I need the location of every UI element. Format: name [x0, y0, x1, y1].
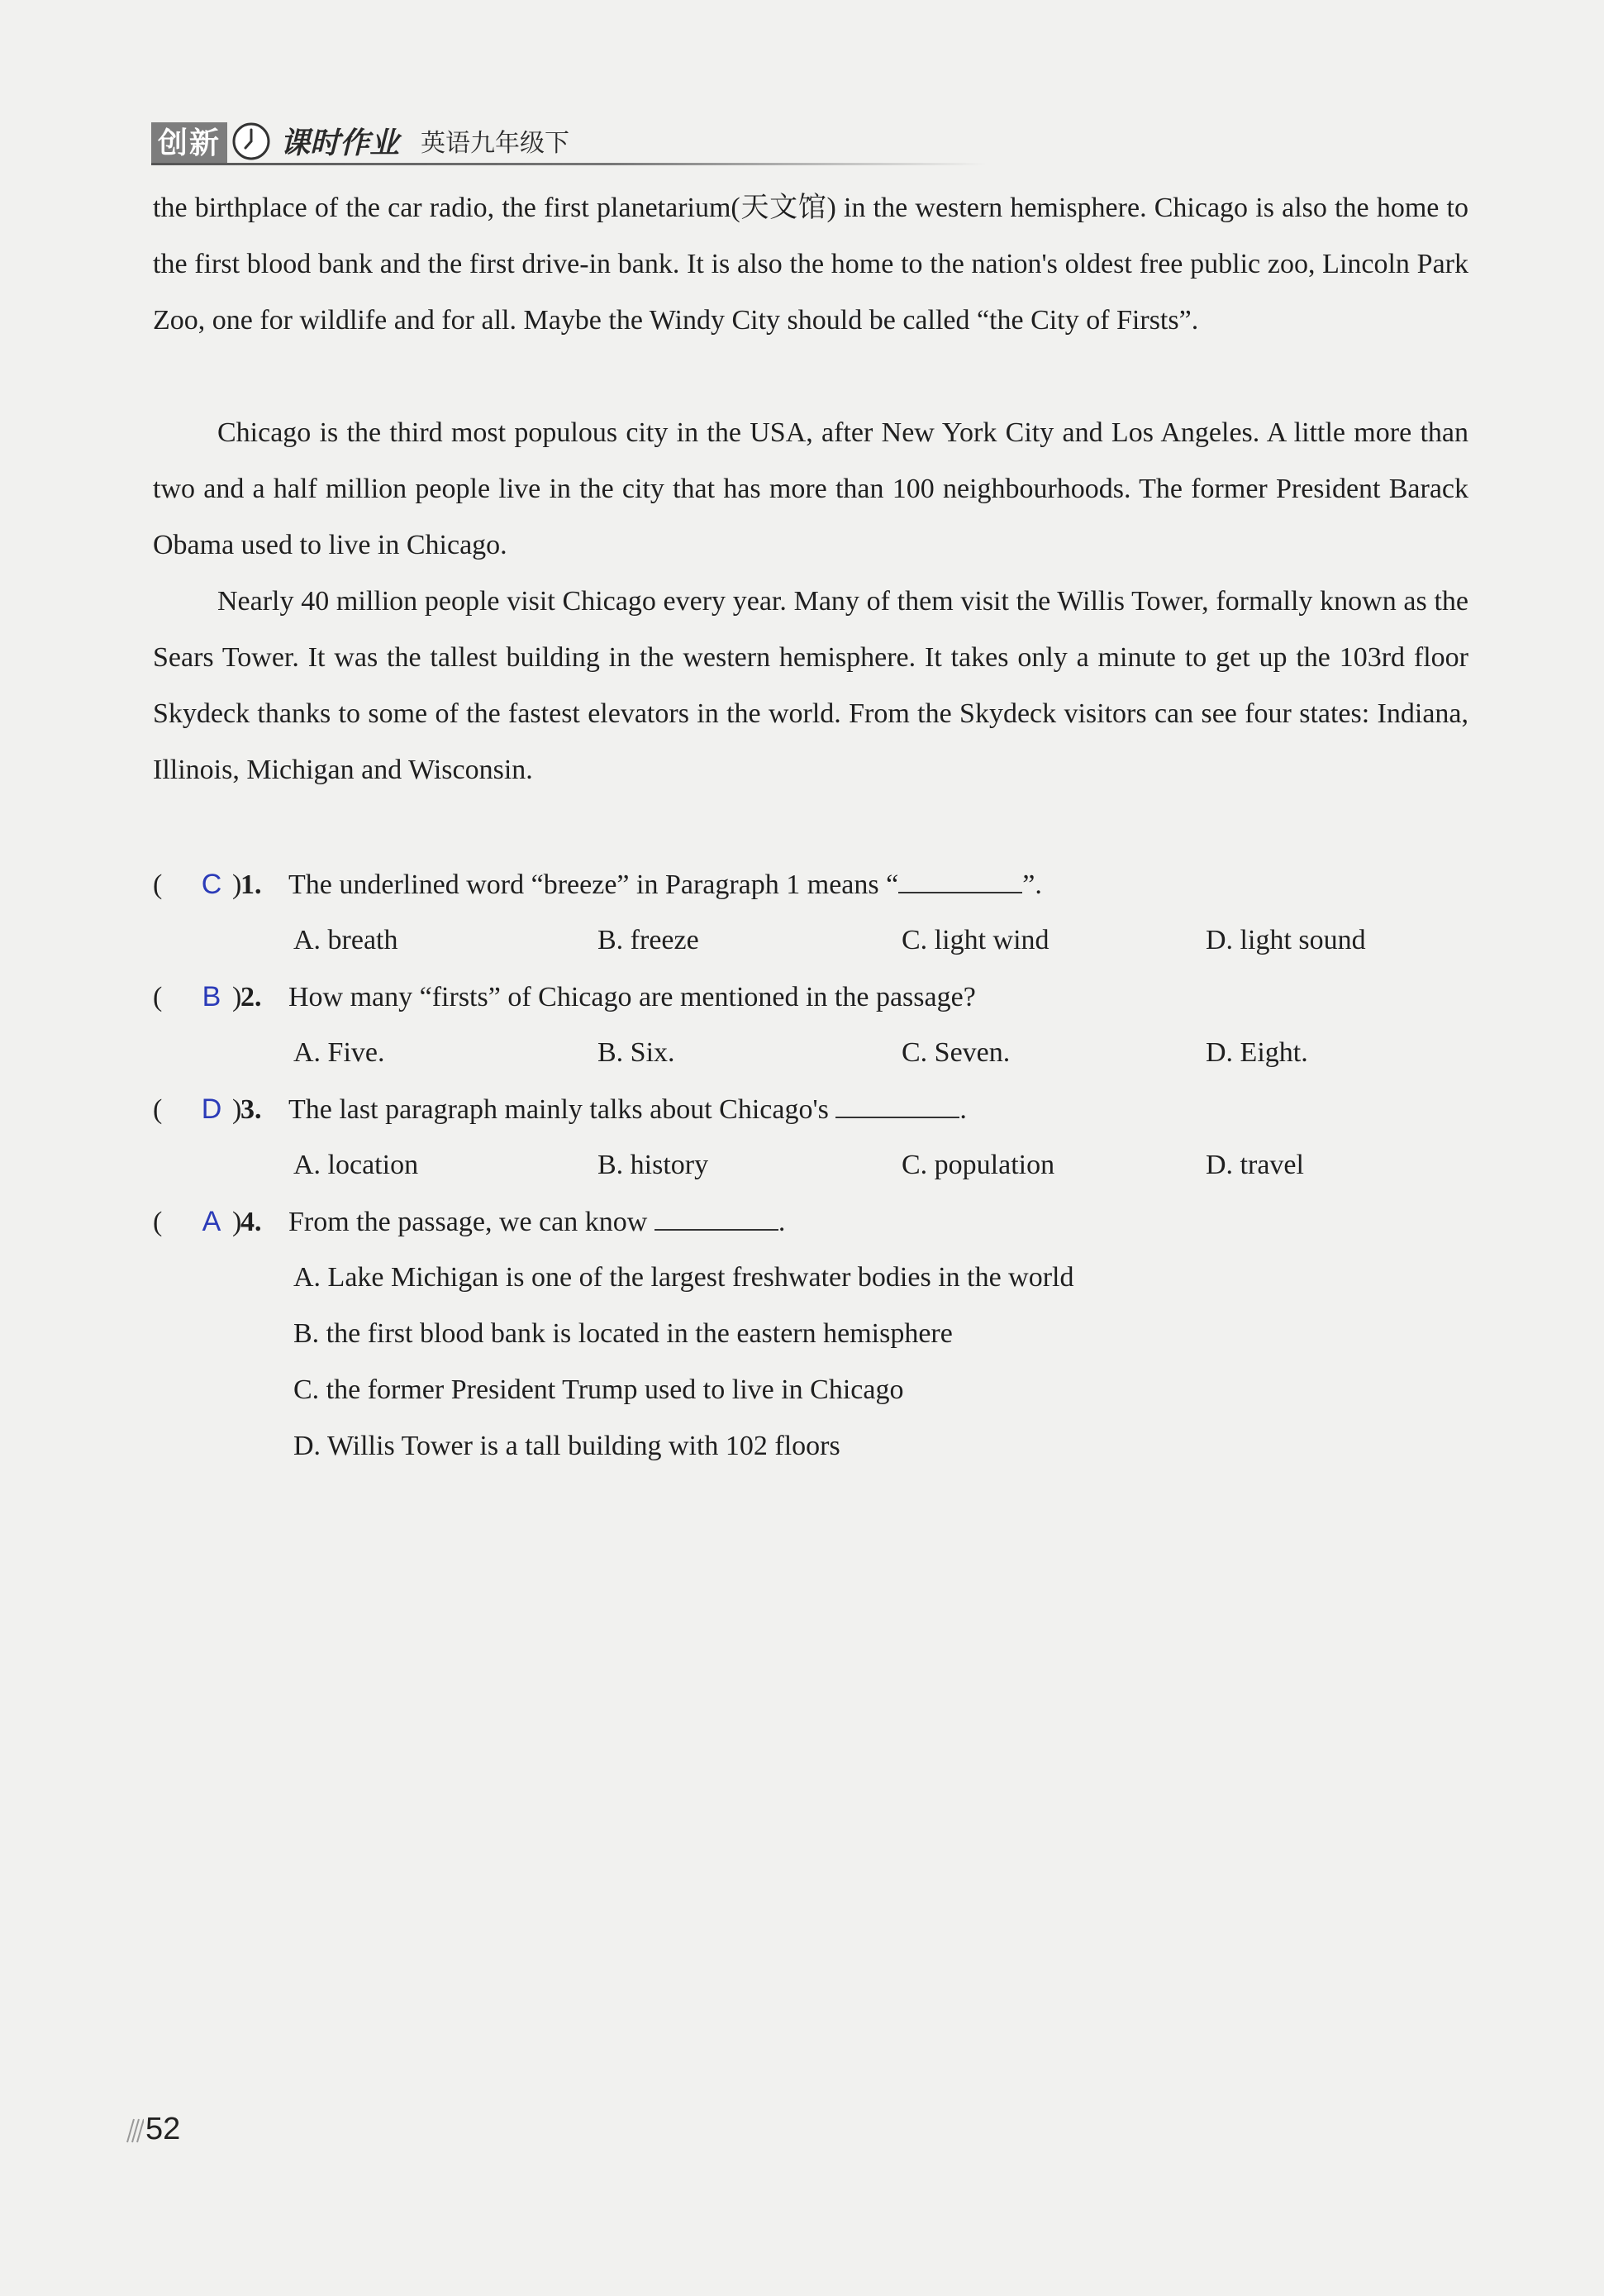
answer-paren-close: ) — [232, 1207, 242, 1237]
answer-blank — [898, 867, 1022, 893]
question-number: 4. — [240, 1207, 262, 1237]
question-1 — [153, 856, 1468, 913]
answer-paren-open: ( — [153, 869, 163, 900]
header-divider — [151, 163, 986, 165]
answer-blank — [835, 1092, 959, 1118]
hatch-decoration-icon — [126, 2114, 144, 2146]
option-c: C. the former President Trump used to live in Chicago — [293, 1374, 904, 1405]
passage-paragraph-2: Chicago is the third most populous city in the USA, after New York City and Los Angeles. A little more than two and a half million people live in the city that has more than 100 neighbourhoods. The former President Barack Obama used to live in Chicago. — [153, 417, 1468, 560]
question-stem-end: . — [778, 1207, 786, 1237]
option-b: B. history — [597, 1150, 709, 1180]
option-d: D. Eight. — [1206, 1037, 1308, 1068]
answer-paren-close: ) — [232, 982, 242, 1012]
option-b: B. freeze — [597, 925, 699, 955]
passage-paragraph-3: Nearly 40 million people visit Chicago every year. Many of them visit the Willis Tower, formally known as the Sears Tower. It was the tallest building in the western hemisphere. It takes only a minute to get up the 103rd floor Skydeck thanks to some of the fastest elevators in the world. From the Skydeck visitors can see four states: Indiana, Illinois, Michigan and Wisconsin. — [153, 586, 1468, 785]
question-stem-end: . — [959, 1094, 967, 1125]
question-4-options — [293, 1250, 1074, 1474]
question-stem: How many “firsts” of Chicago are mentioned in the passage? — [288, 982, 976, 1012]
answer-letter: A — [202, 1206, 221, 1237]
option-c: C. Seven. — [902, 1037, 1011, 1068]
answer-paren-open: ( — [153, 1207, 163, 1237]
question-stem: From the passage, we can know — [288, 1207, 654, 1237]
option-a: A. location — [293, 1150, 419, 1180]
answer-letter: B — [202, 981, 221, 1012]
passage-paragraph-1-continued: the birthplace of the car radio, the first planetarium(天文馆) in the western hemisphere. Chicago is also the home to the first blood bank and the first drive-in bank. It is also the home to the nation's oldest free public zoo, Lincoln Park Zoo, one for wildlife and for all. Maybe the Windy City should be called “the City of Firsts”. — [153, 193, 1468, 336]
option-d: D. travel — [1206, 1150, 1304, 1180]
question-stem-end: ”. — [1022, 869, 1042, 900]
clock-icon — [231, 121, 272, 162]
page-header — [151, 116, 569, 165]
question-3 — [153, 1081, 1468, 1138]
page-number-text: 52 — [145, 2112, 181, 2146]
option-c: C. population — [902, 1150, 1055, 1180]
option-b: B. the first blood bank is located in the eastern hemisphere — [293, 1318, 953, 1349]
option-b: B. Six. — [597, 1037, 675, 1068]
answer-paren-open: ( — [153, 1094, 163, 1125]
answer-letter: C — [201, 869, 222, 900]
series-title: 课时作业 — [280, 126, 400, 160]
question-number: 2. — [240, 982, 262, 1012]
brand-label: 创新 — [151, 122, 227, 165]
option-c: C. light wind — [902, 925, 1050, 955]
question-number: 1. — [240, 869, 262, 900]
question-4 — [153, 1193, 1468, 1250]
question-2 — [153, 969, 1468, 1026]
answer-paren-close: ) — [232, 869, 242, 900]
answer-paren-open: ( — [153, 982, 163, 1012]
page-number — [126, 2112, 180, 2147]
answer-paren-close: ) — [232, 1094, 242, 1125]
option-d: D. Willis Tower is a tall building with 102 floors — [293, 1431, 840, 1461]
option-a: A. Lake Michigan is one of the largest freshwater bodies in the world — [293, 1262, 1074, 1293]
subject-title: 英语九年级下 — [421, 129, 570, 158]
option-d: D. light sound — [1206, 925, 1366, 955]
question-stem: The underlined word “breeze” in Paragraph 1 means “ — [288, 869, 899, 900]
answer-letter: D — [201, 1093, 222, 1125]
option-a: A. Five. — [293, 1037, 385, 1068]
question-stem: The last paragraph mainly talks about Chicago's — [288, 1094, 836, 1125]
answer-blank — [654, 1204, 778, 1231]
question-number: 3. — [240, 1094, 262, 1125]
option-a: A. breath — [293, 925, 398, 955]
